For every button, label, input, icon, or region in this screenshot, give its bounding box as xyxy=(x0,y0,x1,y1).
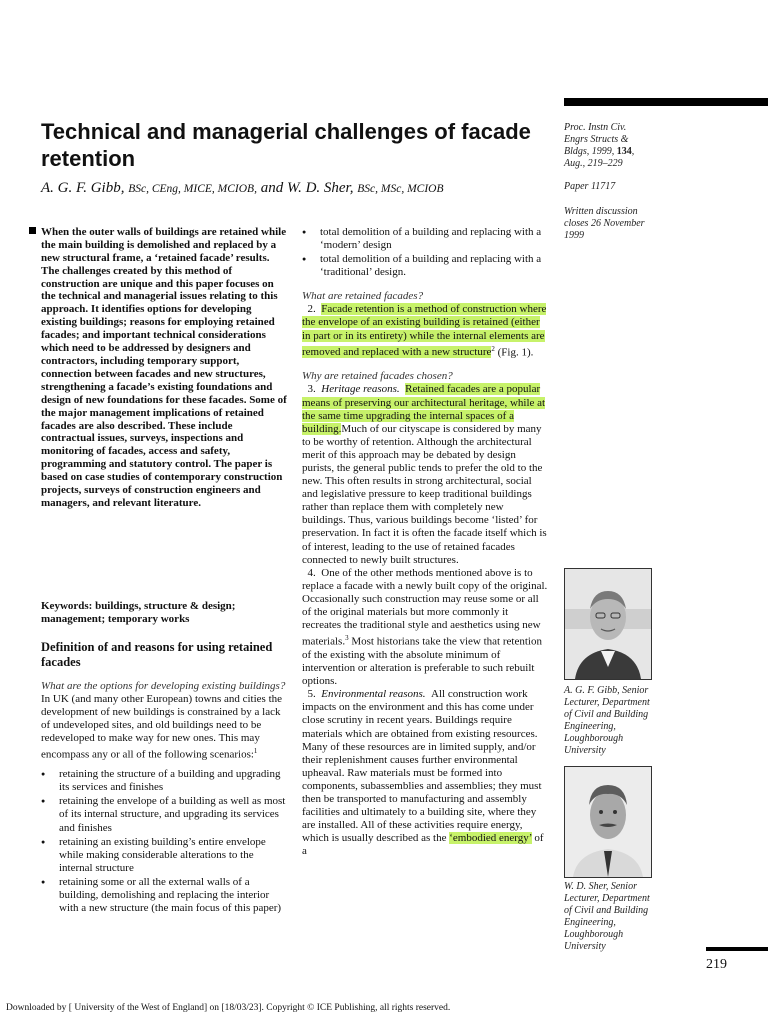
list-item: ● retaining an existing building’s entire envelope while making considerable alterations to the internal structure xyxy=(41,836,287,875)
download-footer: Downloaded by [ University of the West of England] on [18/03/23]. Copyright © ICE Publishing, all rights reserved. xyxy=(6,1003,451,1013)
paragraph-3: 3. Heritage reasons. Retained facades are a popular means of preserving our architectural heritage, while at the same time upgrading the internal spaces of a building.Much of our cityscape is considered by many to be worthy of retention. Although the architectural merit of this approach may be debated by design purists, the general public tends to prefer the old to the new. This often results in strong architectural, social and legislative pressure to keep traditional buildings rather than replace them with completely new buildings. Thus, various buildings become ‘listed’ for preservation. In fact it is often the facade itself which is of interest, leading to the use of retained facades connected to newly built structures. xyxy=(302,383,547,566)
list-item: ● total demolition of a building and replacing with a ‘traditional’ design. xyxy=(302,253,548,279)
scenario-list xyxy=(41,768,287,915)
list-item: ● retaining the structure of a building and upgrading its services and finishes xyxy=(41,768,287,794)
page-title: Technical and managerial challenges of facade retention xyxy=(41,119,531,171)
column-2 xyxy=(302,226,548,858)
abstract-text: When the outer walls of buildings are retained while the main building is demolished and replaced by a new structural frame, a ‘retained facade’ results. The challenges created by this method of construction are unique and this paper focuses on the technical and managerial issues relating to this approach. It identifies options for developing existing buildings; reasons for employing retained facades; and important technical considerations which need to be addressed by designers and contractors, including temporary support, connection between facades and new structures, strengthening a facade’s existing foundations and design of new foundations for these facades. Some of the major management implications of retained facades are also described. These include contractual issues, surveys, inspections and monitoring of facades, access and safety, programming and statutory control. The paper is based on case studies of contemporary construction projects, surveys of construction engineers and managers, and relevant literature. xyxy=(41,225,287,509)
author-1-qualifications: BSc, CEng, MICE, MCIOB, xyxy=(128,183,257,195)
paragraph-5: 5. Environmental reasons. All construction work impacts on the environment and this has come under close scrutiny in recent years. Buildings require materials which are obtained from existing resources. Many of these resources are in limited supply, and/or their replenishment causes further environmental upheaval. Raw materials must be formed into components, subassemblies and assemblies; they must then be transported to manufacturing and assembly facilities and ultimately to a building site, where they are installed. All of these activities require energy, which is usually described as the ‘embodied energy’ of a xyxy=(302,688,544,858)
page-number-rule xyxy=(706,947,768,951)
citation-line: Proc. Instn Civ. xyxy=(564,122,627,133)
bio-gibb: A. G. F. Gibb, Senior Lecturer, Department of Civil and Building Engineering, Loughborough University xyxy=(564,685,650,756)
author-photo-sher xyxy=(564,766,652,878)
citation-block xyxy=(564,122,634,170)
list-item: ● total demolition of a building and replacing with a ‘modern’ design xyxy=(302,226,548,252)
citation-line: Bldgs, 1999, 134, xyxy=(564,146,635,157)
scenario-list-continued xyxy=(302,226,548,279)
author-2: W. D. Sher, xyxy=(286,180,354,196)
portrait-icon xyxy=(565,569,651,679)
author-conjunction: and xyxy=(260,180,284,196)
subheading-why: Why are retained facades chosen? xyxy=(302,370,453,383)
author-line xyxy=(41,180,556,197)
top-rule xyxy=(564,98,768,106)
subheading-what: What are retained facades? xyxy=(302,290,424,303)
citation-volume: 134 xyxy=(616,146,632,157)
highlight: Facade retention is a method of construction where the envelope of an existing building is retained (either in part or in its entirety) while the internal elements are removed and replaced with a new structure xyxy=(302,303,547,359)
highlight: Retained facades are a popular means of preserving our architectural heritage, while at the same time upgrading the internal spaces of a building. xyxy=(302,383,546,435)
section-heading: Definition of and reasons for using retained facades xyxy=(41,640,273,669)
paragraph-intro: In UK (and many other European) towns and cities the development of new buildings is constrained by a lack of undeveloped sites, and old buildings need to be redeveloped to make way for new ones. This may encompass any or all of the following scenarios:$^1$ xyxy=(41,693,283,762)
bio-sher: W. D. Sher, Senior Lecturer, Department of Civil and Building Engineering, Loughborough University xyxy=(564,881,650,952)
keywords: Keywords: buildings, structure & design; management; temporary works xyxy=(41,600,236,625)
square-bullet-icon xyxy=(29,227,36,234)
author-1: A. G. F. Gibb, xyxy=(41,180,125,196)
author-photo-gibb xyxy=(564,568,652,680)
page-number: 219 xyxy=(706,957,727,972)
abstract xyxy=(29,226,287,510)
citation-line: Engrs Structs & xyxy=(564,134,629,145)
citation-line: Aug., 219–229 xyxy=(564,158,623,169)
discussion-note: Written discussion closes 26 November 1999 xyxy=(564,206,645,241)
highlight: ‘embodied energy’ xyxy=(449,832,532,845)
list-item: ● retaining the envelope of a building as well as most of its internal structure, and upgrading its services and finishes xyxy=(41,795,287,834)
list-item: ● retaining some or all the external walls of a building, demolishing and replacing the interior with a new structure (the main focus of this paper) xyxy=(41,876,287,915)
paper-number: Paper 11717 xyxy=(564,181,616,192)
author-2-qualifications: BSc, MSc, MCIOB xyxy=(357,183,444,195)
portrait-icon xyxy=(565,767,651,877)
paragraph-2: 2. Facade retention is a method of construction where the envelope of an existing building is retained (either in part or in its entirety) while the internal elements are removed and replaced with a new structure$^2$ (Fig. 1). xyxy=(302,303,547,359)
column-1 xyxy=(41,680,287,916)
paragraph-4: 4. One of the other methods mentioned above is to replace a facade with a newly built copy of the original. Occasionally such construction may reuse some or all of the original materials but more commonly it recreates the traditional style and aesthetics using new materials.$^3$ Most historians take the view that retention of the existing with the absolute minimum of intervention or alteration is preferable to such rebuilt options. xyxy=(302,566,548,688)
subheading-options: What are the options for developing existing buildings? xyxy=(41,680,286,692)
